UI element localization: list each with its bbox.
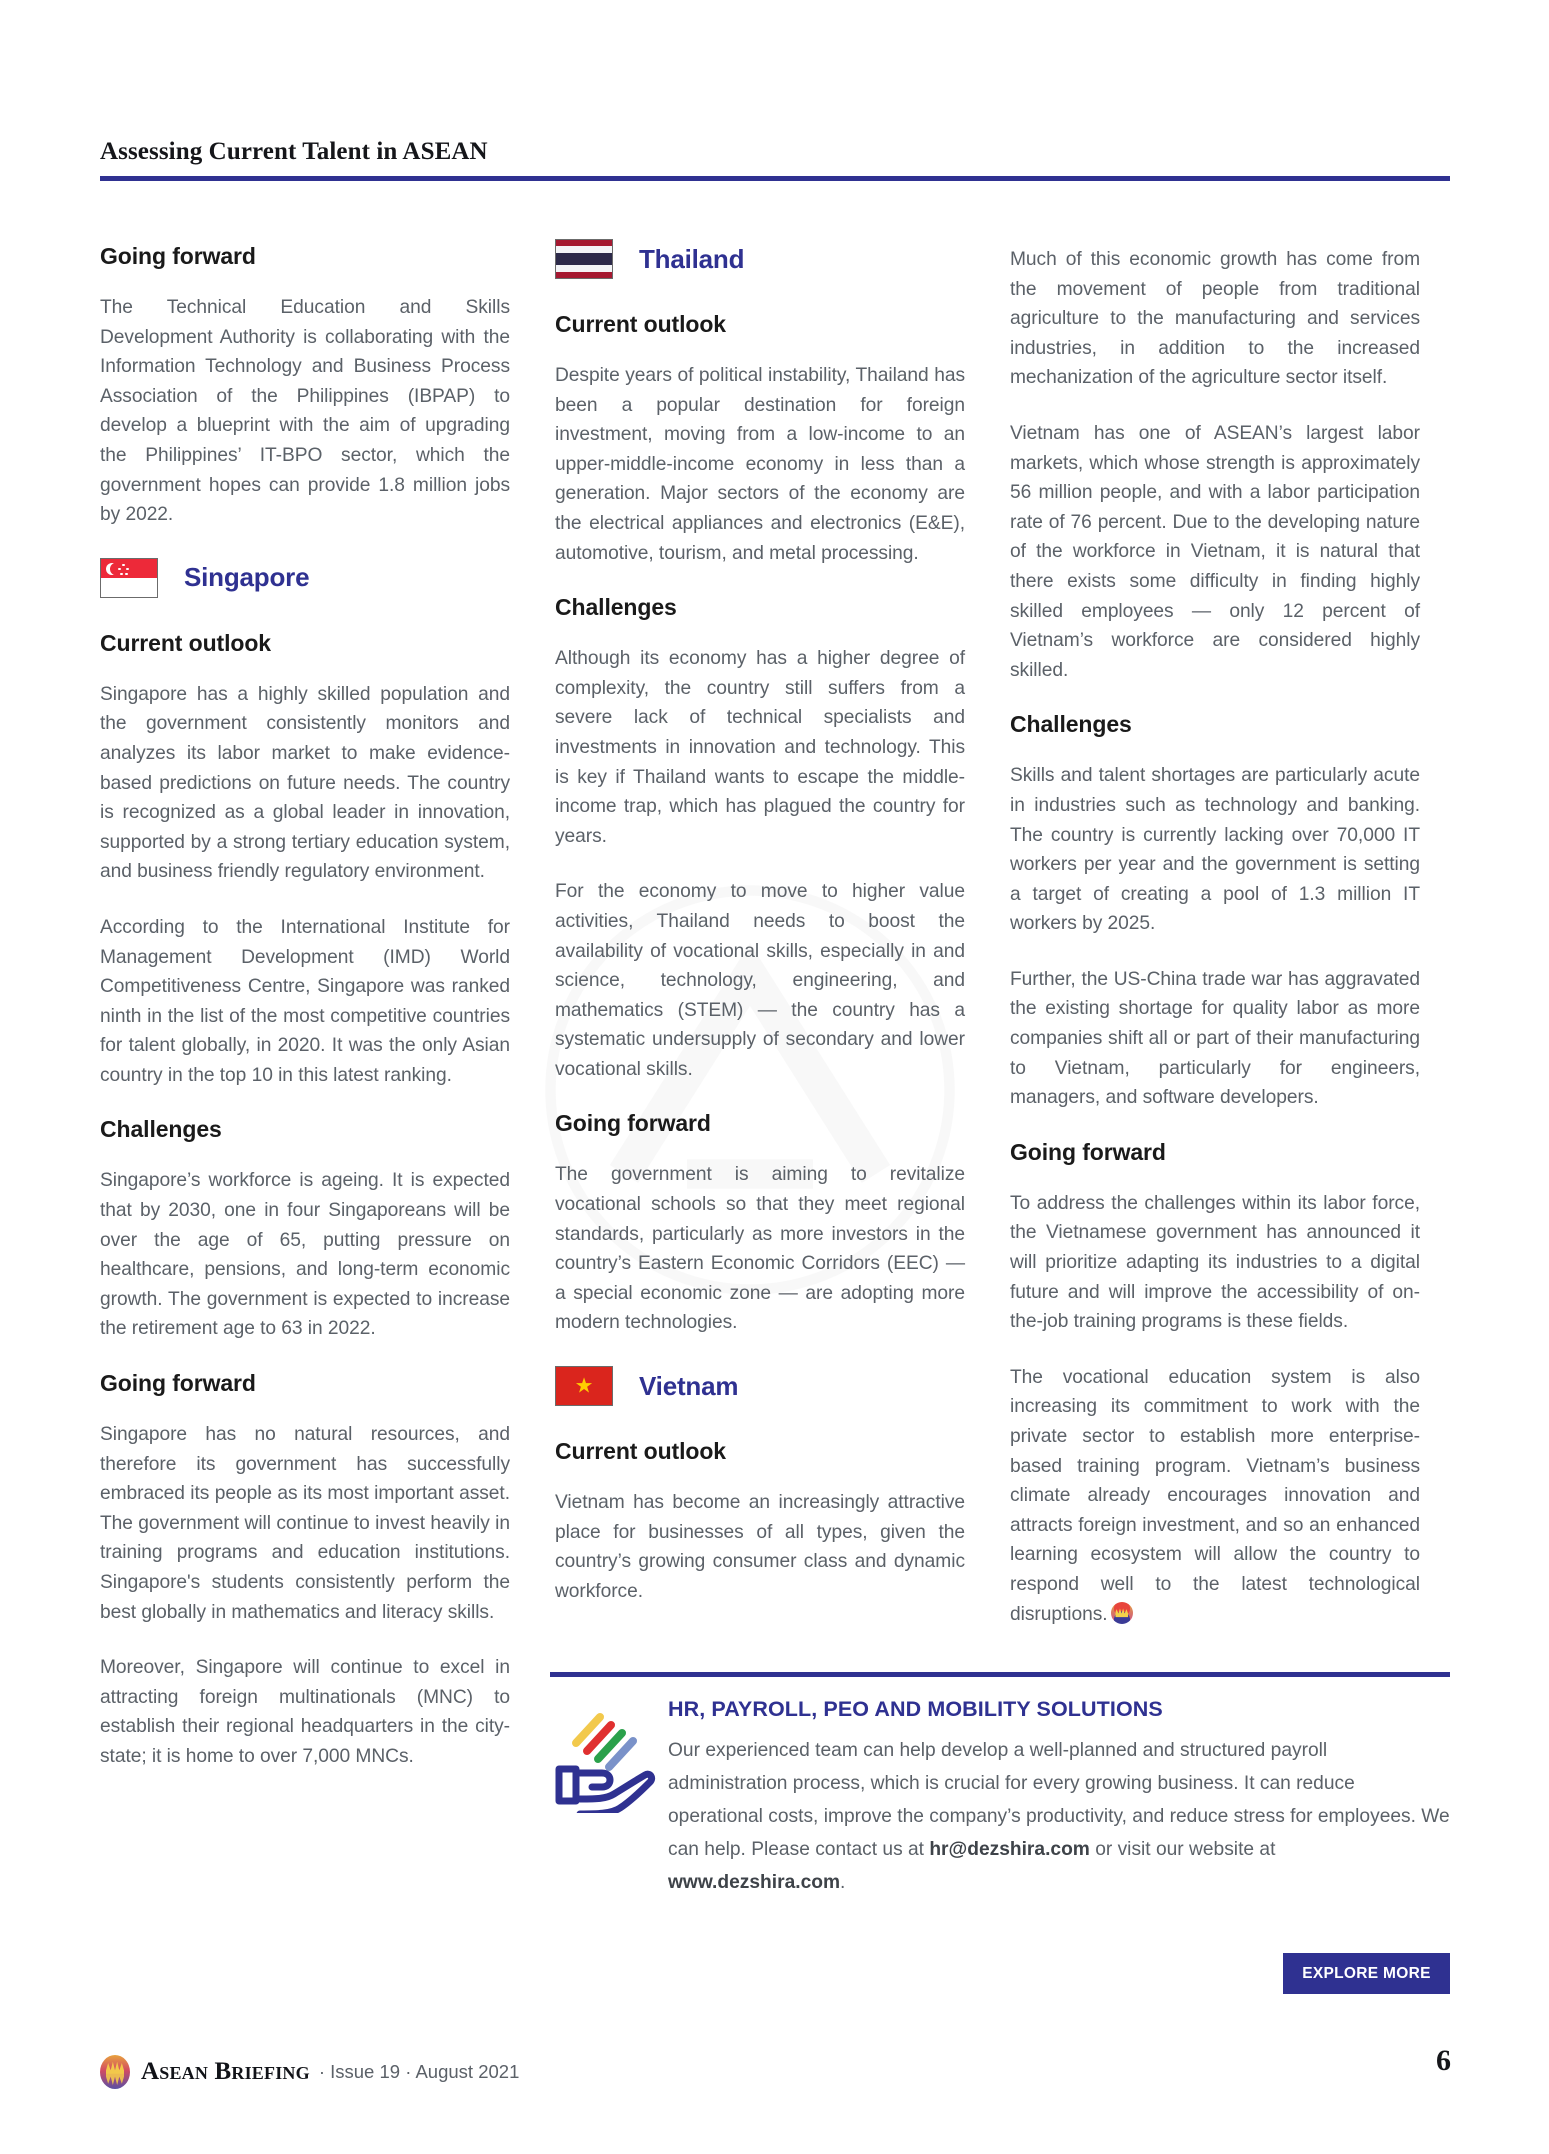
paragraph-text: The vocational education system is also increasing its commitment to work with the private sector to establish more enterprise-based training program. Vietnam’s business climate already encourages innovation and attracts foreign investment, and so an enhanced learning ecosystem will allow the country to respond well to the latest technological disruptions.: [1010, 1366, 1420, 1625]
running-head-title: Assessing Current Talent in ASEAN: [100, 138, 488, 165]
paragraph: Further, the US-China trade war has aggravated the existing shortage for quality labor as more companies shift all or part of their manufacturing to Vietnam, particularly for engineers, managers, and software developers.: [1010, 968, 1420, 1109]
promo-body-part-1: Our experienced team can help develop a well-planned and structured payroll administration process, which is crucial for every growing business. It can reduce operational costs, improve the company’s productivity, and reduce stress for employees. We can help. Please contact us at: [668, 1740, 1450, 1860]
column-3: [1010, 243, 1420, 1655]
running-head: [100, 138, 1450, 166]
heading-current-outlook-singapore: Current outlook: [100, 629, 271, 656]
paragraph: Singapore’s workforce is ageing. It is expected that by 2030, one in four Singaporeans will be over the age of 65, putting pressure on healthcare, pensions, and long-term economic growth. The government is expected to increase the retirement age to 63 in 2022.: [100, 1170, 510, 1340]
paragraph: To address the challenges within its labor force, the Vietnamese government has announced it will prioritize adapting its industries to a digital future and will improve the accessibility of on-the-job training programs is these fields.: [1010, 1192, 1420, 1333]
country-name-label: Vietnam: [639, 1370, 739, 1401]
promo-divider: [550, 1672, 1450, 1677]
paragraph: The Technical Education and Skills Development Authority is collaborating with the Information Technology and Business Process Association of the Philippines (IBPAP) to develop a blueprint with the aim of upgrading the Philippines’ IT-BPO sector, which the government hopes can provide 1.8 million jobs by 2022.: [100, 297, 510, 526]
explore-more-label: EXPLORE MORE: [1302, 1964, 1431, 1982]
heading-going-forward-singapore: Going forward: [100, 1370, 256, 1397]
page-footer: [100, 2055, 519, 2089]
country-heading-vietnam: [555, 1364, 965, 1408]
footer-brand: Asean Briefing: [141, 2058, 310, 2085]
paragraph: Singapore has no natural resources, and therefore its government has successfully embraced its people as its most important asset. The government will continue to invest heavily in training programs and education institutions. Singapore's students consistently perform the best globally in mathematics and literacy skills.: [100, 1424, 510, 1623]
paragraph: Singapore has a highly skilled population and the government consistently monitors and analyzes its labor market to make evidence-based predictions on future needs. The country is recognized as a global leader in innovation, supported by a strong tertiary education system, and business friendly regulatory environment.: [100, 683, 510, 883]
hand-with-colored-bars-icon: [550, 1703, 658, 1813]
country-heading-thailand: [555, 237, 965, 281]
heading-challenges-thailand: Challenges: [555, 594, 677, 621]
heading-going-forward-philippines: Going forward: [100, 243, 256, 269]
promo-body: [668, 1734, 1450, 1899]
heading-current-outlook-vietnam: Current outlook: [555, 1438, 726, 1465]
country-name-label: Thailand: [639, 243, 745, 274]
paragraph: The government is aiming to revitalize vocational schools so that they meet regional standards, particularly as more investors in the country’s Eastern Economic Corridors (EEC) — a special economic zone — are adopting more modern technologies.: [555, 1164, 965, 1334]
paragraph: Much of this economic growth has come from the movement of people from traditional agriculture to the manufacturing and services industries, in addition to the increased mechanization of the agriculture sector itself.: [1010, 249, 1420, 389]
paragraph: Although its economy has a higher degree of complexity, the country still suffers from a severe lack of technical specialists and investments in innovation and technology. This is key if Thailand wants to escape the middle-income trap, which has plagued the country for years.: [555, 648, 965, 847]
explore-more-button[interactable]: [1283, 1953, 1450, 1994]
paragraph: For the economy to move to higher value activities, Thailand needs to boost the availability of vocational skills, especially in and science, technology, engineering, and mathematics (STEM) — the country has a systematic undersupply of secondary and lower vocational skills.: [555, 881, 965, 1080]
promo-body-part-2: or visit our website at: [1089, 1839, 1276, 1860]
paragraph: Moreover, Singapore will continue to excel in attracting foreign multinationals (MNC) to establish their regional headquarters in the city-state; it is home to over 7,000 MNCs.: [100, 1657, 510, 1767]
page-number: 6: [1436, 2044, 1451, 2077]
promo-text-block: [658, 1697, 1450, 1899]
header-divider: [100, 176, 1450, 181]
singapore-flag-icon: [100, 558, 158, 598]
column-1: [100, 243, 510, 1798]
paragraph: According to the International Institute for Management Development (IMD) World Competitiveness Centre, Singapore was ranked ninth in the list of the most competitive countries for talent globally, in 2020. It was the only Asian country in the top 10 in this latest ranking.: [100, 916, 510, 1086]
asean-briefing-logo-icon: [100, 2055, 130, 2089]
heading-challenges-vietnam: Challenges: [1010, 711, 1132, 738]
heading-going-forward-thailand: Going forward: [555, 1110, 711, 1137]
vietnam-flag-icon: ★: [555, 1366, 613, 1406]
promo-box: [550, 1697, 1450, 1899]
promo-title: HR, PAYROLL, PEO AND MOBILITY SOLUTIONS: [668, 1697, 1163, 1721]
promo-website: www.dezshira.com: [668, 1872, 841, 1893]
paragraph-with-end-glyph: [1010, 1363, 1420, 1629]
paragraph: Despite years of political instability, Thailand has been a popular destination for foreign investment, moving from a low-income to an upper-middle-income economy in less than a generation. Major sectors of the economy are the electrical appliances and electronics (E&E), automotive, tourism, and metal processing.: [555, 365, 965, 564]
heading-going-forward-vietnam: Going forward: [1010, 1138, 1166, 1165]
heading-current-outlook-thailand: Current outlook: [555, 311, 726, 337]
paragraph: Skills and talent shortages are particularly acute in industries such as technology and banking. The country is currently lacking over 70,000 IT workers per year and the government is setting a target of creating a pool of 1.3 million IT workers by 2025.: [1010, 765, 1420, 935]
promo-email: hr@dezshira.com: [929, 1839, 1090, 1860]
column-2: [555, 243, 965, 1632]
asean-end-glyph-icon: [1111, 1602, 1133, 1624]
country-name-label: Singapore: [184, 562, 310, 593]
paragraph: Vietnam has one of ASEAN’s largest labor markets, which whose strength is approximately 56 million people, and with a labor participation rate of 76 percent. Due to the developing nature of the workforce in Vietnam, it is natural that there exists some difficulty in finding highly skilled employees — only 12 percent of Vietnam’s workforce are considered highly skilled.: [1010, 422, 1420, 681]
footer-meta: · Issue 19 · August 2021: [318, 2061, 520, 2082]
thailand-flag-icon: [555, 239, 613, 279]
promo-body-part-3: .: [840, 1872, 846, 1893]
paragraph: Vietnam has become an increasingly attractive place for businesses of all types, given the country’s growing consumer class and dynamic workforce.: [555, 1492, 965, 1602]
country-heading-singapore: [100, 556, 510, 600]
heading-challenges-singapore: Challenges: [100, 1116, 222, 1143]
